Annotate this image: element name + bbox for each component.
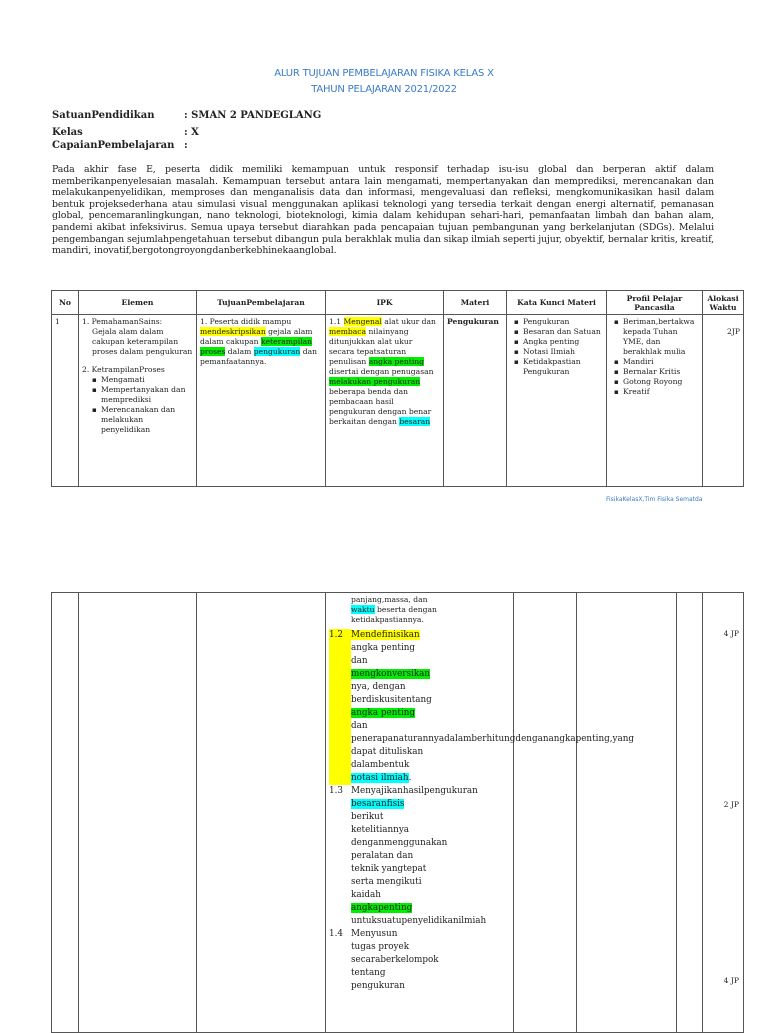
cell-alokasi: [703, 593, 744, 1033]
cell-profil: [677, 593, 703, 1033]
cell-alokasi: 2JP: [703, 315, 744, 487]
ipk-1-2-text-c: dan penerapanaturannyadalamberhitungdenganangkapenting,yang dapat dituliskan dalambentuk: [351, 721, 635, 770]
meta-capaian: [52, 140, 188, 151]
tujuan-text-d: dan pemanfaatannya.: [200, 347, 317, 366]
meta-capaian-value: :: [184, 140, 188, 151]
cell-ipk: [326, 315, 444, 487]
ipk-1-2-highlight-2: mengkonversikan: [351, 669, 431, 679]
ipk-continued: [329, 595, 446, 625]
list-item: ▪ Merencanakan dan melakukan penyelidikan: [96, 405, 193, 435]
ipk-1-2-highlight-4: notasi ilmiah: [351, 773, 409, 783]
ipk-highlight-3: angka penting: [368, 357, 425, 366]
meta-satuan: [52, 110, 321, 121]
ipk-1-3-text-b: berikut ketelitiannya denganmenggunakan peralatan dan teknik yangtepat serta mengikuti kaidah: [351, 812, 448, 900]
tujuan-text-c: dalam: [227, 347, 252, 356]
ipk-1-3-highlight-2: angkapenting: [351, 903, 413, 913]
tujuan-highlight-2: keterampilan proses: [200, 337, 313, 356]
alokasi-1-3: 2 JP: [723, 800, 739, 809]
list-item: ▪ Mandiri: [618, 357, 699, 367]
list-item: ▪ Beriman,bertakwa kepada Tuhan YME, dan berakhlak mulia: [618, 317, 699, 357]
header-alokasi: Alokasi Waktu: [703, 291, 744, 315]
cell-no: 1: [52, 315, 79, 487]
tujuan-number: 1.: [200, 317, 208, 326]
ipk-1-4: [329, 928, 510, 993]
alokasi-1-2: 4 JP: [723, 629, 739, 638]
ipk-1-4-number: 1.4: [329, 929, 343, 939]
ipk-cont-text-b: beserta dengan ketidakpastiannya.: [351, 605, 437, 624]
ipk-highlight-4: melakukan pengukuran: [329, 377, 421, 386]
ipk-1-2-number: 1.2: [329, 629, 351, 785]
list-item: ▪ Ketidakpastian Pengukuran: [518, 357, 603, 377]
table-header-row: [52, 291, 744, 315]
ipk-1-3-body: [351, 785, 487, 928]
page-footer: FisikaKelasX,Tim Fisika Sematda: [606, 496, 703, 503]
list-item: ▪ Bernalar Kritis: [618, 367, 699, 377]
ipk-1-4-body: Menyusun tugas proyek secaraberkelompok tentang pengukuran: [351, 929, 439, 991]
list-item: ▪ Mempertanyakan dan memprediksi: [96, 385, 193, 405]
header-materi: Materi: [444, 291, 507, 315]
ipk-1-2-body: [351, 629, 635, 785]
document-subtitle: TAHUN PELAJARAN 2021/2022: [311, 84, 457, 95]
header-tujuan: TujuanPembelajaran: [197, 291, 326, 315]
header-profil: Profil Pelajar Pancasila: [607, 291, 703, 315]
list-item: ▪ Pengukuran: [518, 317, 603, 327]
header-no: No: [52, 291, 79, 315]
meta-capaian-label: CapaianPembelajaran: [52, 140, 175, 151]
document-title: ALUR TUJUAN PEMBELAJARAN FISIKA KELAS X: [274, 68, 494, 79]
cell-profil: [607, 315, 703, 487]
header-kata-kunci: Kata Kunci Materi: [507, 291, 607, 315]
list-item: ▪ Angka penting: [518, 337, 603, 347]
ipk-text-b: nilainyang ditunjukkan alat ukur secara tepatsaturan penulisan: [329, 327, 413, 366]
ipk-highlight-1: Mengenal: [343, 317, 382, 326]
page-2: [0, 590, 768, 1024]
ipk-highlight-5: besaran: [399, 417, 431, 426]
list-item: ▪ Notasi Ilmiah: [518, 347, 603, 357]
capaian-paragraph: Pada akhir fase E, peserta didik memiliki kemampuan untuk responsif terhadap isu-isu global dan berperan aktif dalam memberikanpenyelesaian masalah. Kemampuan tersebut antara lain mengamati, mempertanyakan dan memprediksi, merencanakan dan melakukanpenyelidikan, memproses dan menganalisis data dan informasi, mengevaluasi dan refleksi, mengkomunikasikan hasil dalam bentuk projeksederhana atau simulasi visual menggunakan aplikasi teknologi yang tersedia terkait dengan energi alternatif, pemanasan global, pencemaranlingkungan, nano teknologi, bioteknologi, kimia dalam kehidupan sehari-hari, pemanfaatan limbah dan bahan alam, pandemi akibat infeksivirus. Semua upaya tersebut diarahkan pada pencapaian tujuan pembangunan yang berkelanjutan (SDGs). Melalui pengembangan sejumlahpengetahuan tersebut dibangun pula berakhlak mulia dan sikap ilmiah seperti jujur, obyektif, bernalar kritis, kreatif, mandiri, inovatif,bergotongroyongdanberkebhinekaanglobal.: [52, 164, 714, 257]
ipk-1-3-highlight-1: besaranfisis: [351, 799, 405, 809]
ipk-text-a: alat ukur dan: [384, 317, 436, 326]
header-ipk: IPK: [326, 291, 444, 315]
ipk-number: 1.1: [329, 317, 342, 326]
ipk-1-2-text-d: .: [408, 773, 412, 783]
atp-table: [51, 290, 744, 487]
table-row: [52, 315, 744, 487]
elemen-2-title: 2. KetrampilanProses: [82, 365, 165, 374]
list-item: ▪ Kreatif: [618, 387, 699, 397]
tujuan-highlight-3: pengukuran: [253, 347, 301, 356]
meta-kelas-value: : X: [184, 127, 199, 138]
elemen-1-desc: Gejala alam dalam cakupan keterampilan proses dalam pengukuran: [92, 327, 193, 356]
tujuan-text-b: gejala alam dalam cakupan: [200, 327, 313, 346]
kata-kunci-list: [510, 317, 603, 377]
cell-elemen: [79, 593, 197, 1033]
cell-kata-kunci: [507, 315, 607, 487]
ipk-1-2-highlight-1: Mendefinisikan: [351, 630, 420, 640]
cell-ipk: [326, 593, 635, 1033]
cell-materi: Pengukuran: [444, 315, 507, 487]
ipk-1-2-text-a: angka penting dan: [351, 643, 416, 666]
ipk-1-2-highlight-3: angka penting: [351, 708, 416, 718]
ipk-1-3-text-a: Menyajikanhasilpengukuran: [351, 786, 478, 796]
list-item: ▪ Besaran dan Satuan: [518, 327, 603, 337]
meta-satuan-value: : SMAN 2 PANDEGLANG: [184, 110, 322, 121]
cell-tujuan: [197, 315, 326, 487]
atp-table-continued: [51, 592, 744, 1033]
profil-list: [610, 317, 699, 397]
cell-kata-kunci: [577, 593, 677, 1033]
cell-no: [52, 593, 79, 1033]
ipk-1-3: [329, 785, 510, 928]
meta-satuan-label: SatuanPendidikan: [52, 110, 155, 121]
ipk-1-3-text-c: untuksuatupenyelidikanilmiah: [351, 916, 487, 926]
alokasi-1-4: 4 JP: [723, 976, 739, 985]
ipk-1-2: [329, 629, 635, 785]
table-row: [52, 593, 744, 1033]
ipk-1-3-number: 1.3: [329, 786, 343, 796]
page-gap: [0, 520, 768, 590]
ipk-cont-highlight: waktu: [351, 605, 375, 614]
cell-elemen: [79, 315, 197, 487]
list-item: ▪ Mengamati: [96, 375, 193, 385]
elemen-list: [82, 375, 193, 435]
cell-materi: [514, 593, 577, 1033]
meta-kelas-label: Kelas: [52, 127, 83, 138]
tujuan-text-a: Peserta didik mampu: [209, 317, 292, 326]
ipk-1-2-text-b: nya, dengan berdiskusitentang: [351, 682, 432, 705]
ipk-text-c: disertai dengan penugasan: [329, 367, 434, 376]
ipk-cont-text-a: panjang,massa, dan: [351, 595, 428, 604]
meta-kelas: [52, 127, 199, 138]
ipk-highlight-2: membaca: [329, 327, 367, 336]
list-item: ▪ Gotong Royong: [618, 377, 699, 387]
cell-tujuan: [197, 593, 326, 1033]
tujuan-highlight-1: mendeskripsikan: [200, 327, 266, 336]
elemen-1-title: 1. PemahamanSains:: [82, 317, 163, 326]
header-elemen: Elemen: [79, 291, 197, 315]
ipk-text-d: beberapa benda dan pembacaan hasil pengukuran dengan benar berkaitan dengan: [329, 387, 432, 426]
